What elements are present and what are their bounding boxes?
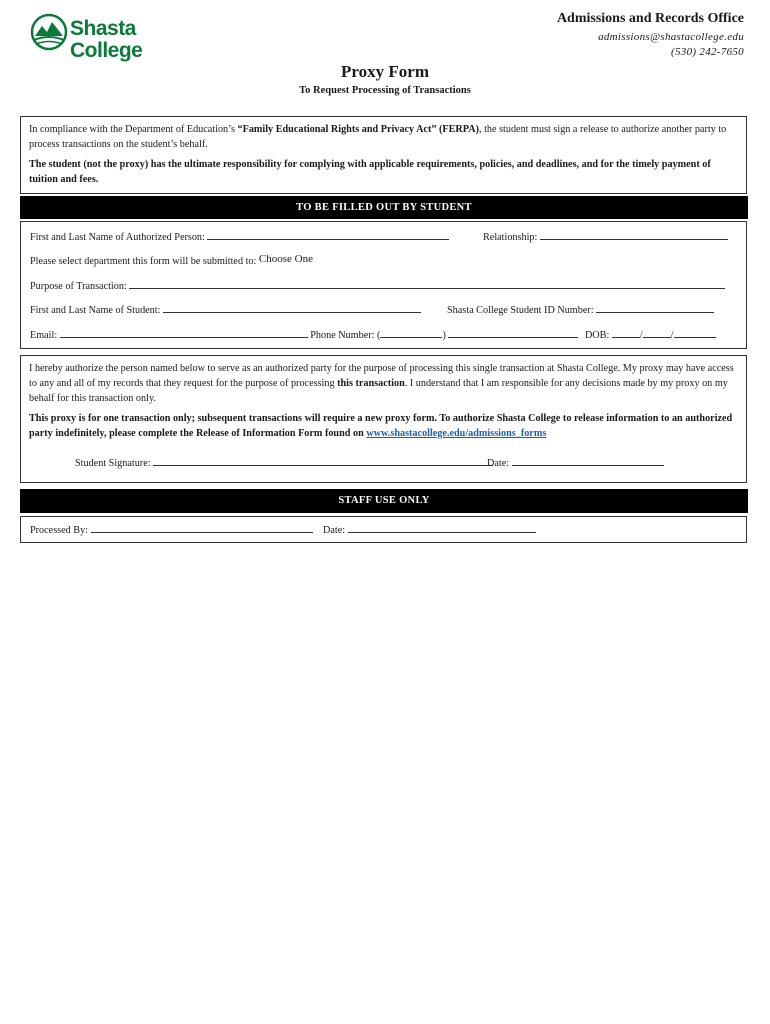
- student-signature-field[interactable]: [153, 456, 493, 466]
- relationship-row: Relationship:: [483, 230, 728, 243]
- office-contact: [598, 30, 744, 60]
- signature-row: Student Signature:: [75, 456, 493, 469]
- contact-row: Email: Phone Number: ( ) DOB: / /: [30, 328, 716, 341]
- logo-text: Shasta College: [70, 17, 143, 62]
- one-transaction-paragraph: This proxy is for one transaction only; subsequent transactions will require a new proxy form. To authorize Shasta College to release information to an authorized party indefinitely, please complete the Release of Information Form found on www.shastacollege.edu/admissions_forms: [29, 413, 733, 439]
- ferpa-paragraph: In compliance with the Department of Education’s “Family Educational Rights and Privacy Act” (FERPA), the student must sign a release to authorize another party to process transactions on the student’s behalf.: [29, 124, 727, 150]
- signature-date-row: Date:: [487, 456, 664, 469]
- office-phone: (530) 242-7650: [671, 46, 744, 58]
- processed-by-row: Processed By:: [30, 523, 313, 536]
- dob-year-field[interactable]: [674, 328, 716, 338]
- staff-date-row: Date:: [323, 523, 536, 536]
- student-id-field[interactable]: [596, 303, 714, 313]
- purpose-field[interactable]: [129, 279, 725, 289]
- responsibility-paragraph: The student (not the proxy) has the ultimate responsibility for complying with applicable requirements, policies, and deadlines, and for the timely payment of tuition and fees.: [29, 159, 711, 185]
- staff-section-bar: STAFF USE ONLY: [20, 489, 748, 513]
- office-email: admissions@shastacollege.edu: [598, 31, 744, 43]
- admissions-forms-link[interactable]: www.shastacollege.edu/admissions_forms: [366, 428, 547, 439]
- processed-by-field[interactable]: [91, 523, 313, 533]
- student-section-bar: TO BE FILLED OUT BY STUDENT: [20, 196, 748, 219]
- department-select[interactable]: Choose One: [258, 253, 313, 265]
- authorized-person-row: First and Last Name of Authorized Person:: [30, 230, 449, 243]
- relationship-field[interactable]: [540, 230, 728, 240]
- ferpa-notice: [20, 116, 747, 194]
- phone-number-field[interactable]: [448, 328, 578, 338]
- authorized-person-field[interactable]: [207, 230, 449, 240]
- authorization-paragraph: I hereby authorize the person named below to serve as an authorized party for the purpose of processing this single transaction at Shasta College. My proxy may have access to any and all of my records that they request for the purpose of processing this transaction. I understand that I am responsible for any decisions made by my proxy on my behalf for this transaction only.: [29, 363, 734, 404]
- department-row: Please select department this form will be submitted to: Choose One: [30, 253, 313, 267]
- phone-area-code-field[interactable]: [380, 328, 442, 338]
- form-title: Proxy Form: [341, 62, 429, 81]
- signature-date-field[interactable]: [512, 456, 664, 466]
- student-id-row: Shasta College Student ID Number:: [447, 303, 714, 316]
- form-subtitle: To Request Processing of Transactions: [299, 85, 471, 96]
- student-name-field[interactable]: [163, 303, 421, 313]
- dob-day-field[interactable]: [643, 328, 671, 338]
- staff-date-field[interactable]: [348, 523, 536, 533]
- email-field[interactable]: [60, 328, 308, 338]
- purpose-row: Purpose of Transaction:: [30, 279, 725, 292]
- office-name: Admissions and Records Office: [556, 11, 744, 26]
- dob-month-field[interactable]: [612, 328, 640, 338]
- student-name-row: First and Last Name of Student:: [30, 303, 421, 316]
